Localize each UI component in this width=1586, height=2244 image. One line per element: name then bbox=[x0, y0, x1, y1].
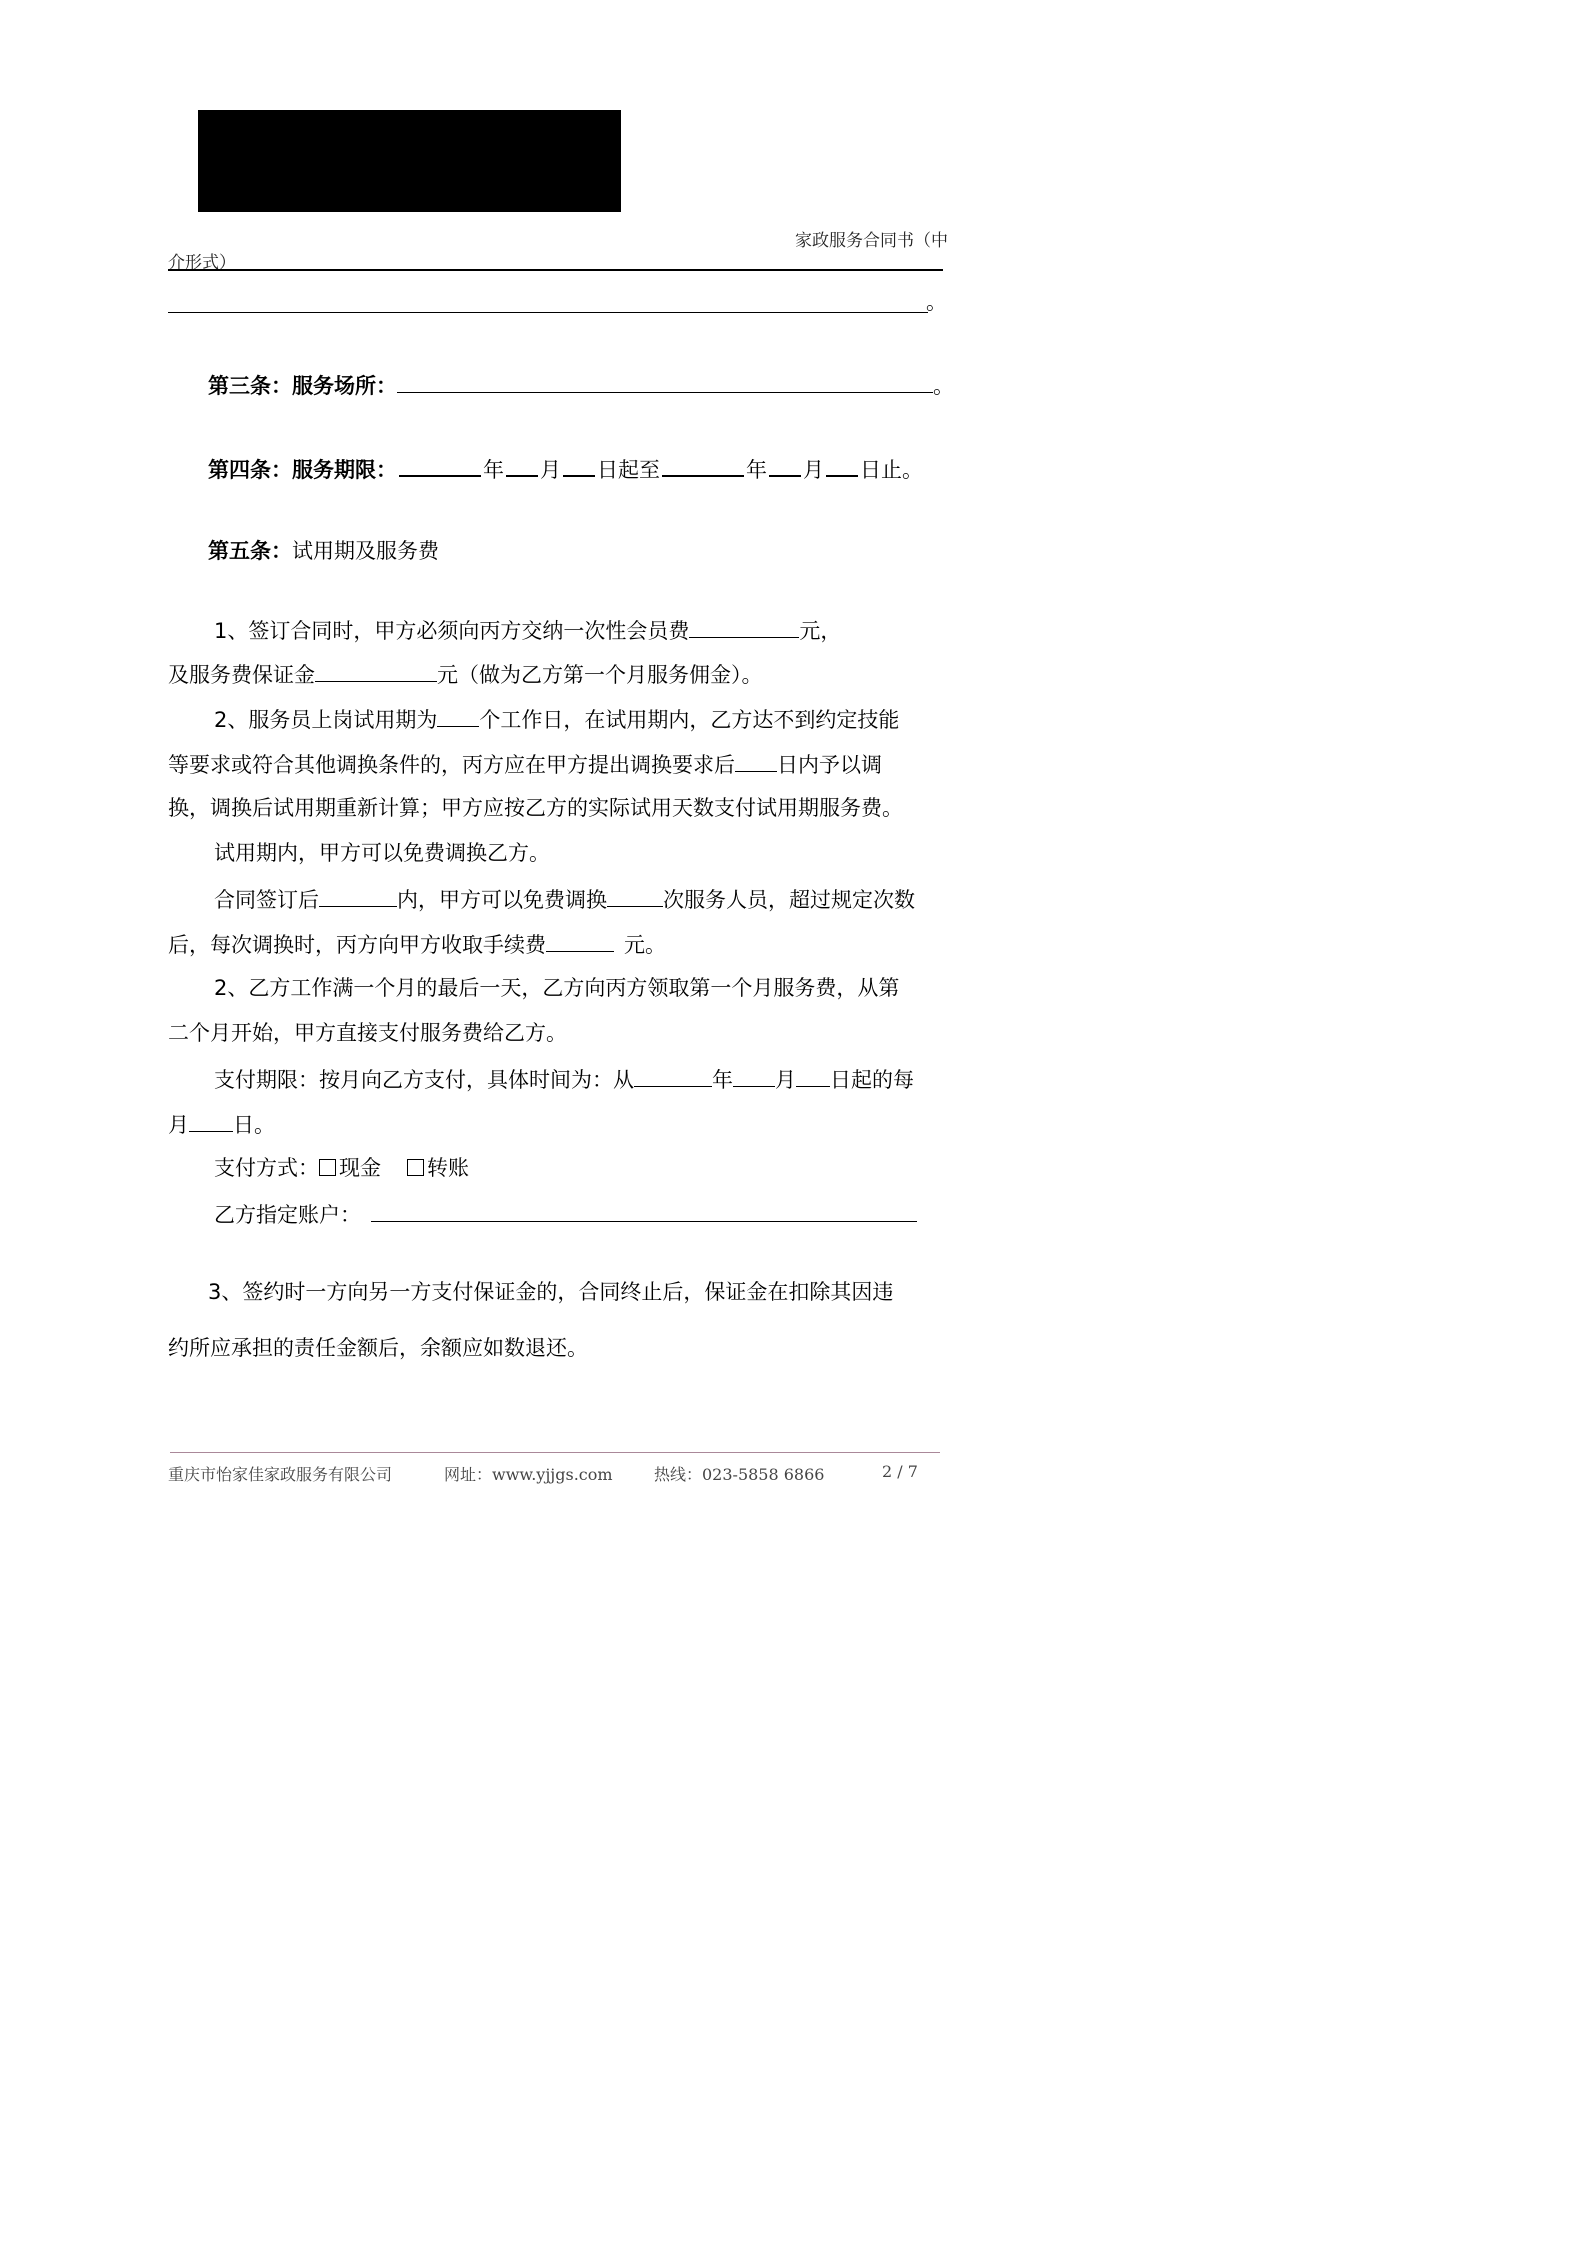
continuation-underline bbox=[168, 312, 928, 313]
article5-title: 试用期及服务费 bbox=[292, 539, 439, 563]
start-day-unit: 日起至 bbox=[597, 458, 660, 482]
payment-day-field[interactable] bbox=[796, 1066, 830, 1087]
start-day-field[interactable] bbox=[563, 459, 595, 477]
payment-term-text: 支付期限：按月向乙方支付，具体时间为：从 bbox=[214, 1068, 634, 1092]
transfer-checkbox[interactable] bbox=[407, 1159, 424, 1176]
clause2-text-a: 2、服务员上岗试用期为 bbox=[214, 708, 438, 732]
start-month-unit: 月 bbox=[540, 458, 561, 482]
article3-location-field[interactable] bbox=[397, 372, 933, 393]
clause2-line1 bbox=[214, 706, 899, 732]
payment-method-label: 支付方式： bbox=[214, 1156, 319, 1180]
start-year-field[interactable] bbox=[399, 459, 481, 477]
replacement-days-field[interactable] bbox=[735, 751, 777, 772]
clause2-text-h: 内，甲方可以免费调换 bbox=[397, 888, 607, 912]
cash-checkbox[interactable] bbox=[319, 1159, 336, 1176]
handling-fee-field[interactable] bbox=[546, 931, 614, 952]
footer-company: 重庆市怡家佳家政服务有限公司 bbox=[168, 1465, 393, 1484]
deposit-field[interactable] bbox=[315, 661, 437, 682]
footer-hotline: 热线：023-5858 6866 bbox=[654, 1465, 825, 1484]
end-month-unit: 月 bbox=[803, 458, 824, 482]
payment-method-line bbox=[214, 1156, 469, 1180]
end-year-field[interactable] bbox=[662, 459, 744, 477]
clause2b-line1: 2、乙方工作满一个月的最后一天，乙方向丙方领取第一个月服务费，从第 bbox=[214, 976, 900, 1000]
start-month-field[interactable] bbox=[506, 459, 538, 477]
clause2-line3: 换，调换后试用期重新计算；甲方应按乙方的实际试用天数支付试用期服务费。 bbox=[168, 796, 903, 820]
article5-heading bbox=[208, 539, 439, 563]
company-logo bbox=[198, 110, 621, 212]
footer-rule bbox=[170, 1452, 940, 1453]
clause2-line4: 试用期内，甲方可以免费调换乙方。 bbox=[214, 841, 550, 865]
payment-year-unit: 年 bbox=[712, 1068, 733, 1092]
account-field[interactable] bbox=[371, 1201, 917, 1222]
start-year-unit: 年 bbox=[483, 458, 504, 482]
clause1-text-c: 及服务费保证金 bbox=[168, 663, 315, 687]
monthly-day-field[interactable] bbox=[189, 1111, 233, 1132]
clause1-line2 bbox=[168, 661, 763, 687]
payment-month-field[interactable] bbox=[733, 1066, 775, 1087]
monthly-unit: 月 bbox=[168, 1113, 189, 1137]
article3-label: 第三条：服务场所： bbox=[208, 374, 397, 398]
trial-days-field[interactable] bbox=[437, 706, 479, 727]
end-day-unit: 日止。 bbox=[860, 458, 923, 482]
clause2-text-k: 元。 bbox=[624, 933, 666, 957]
clause1-text-a: 1、签订合同时，甲方必须向丙方交纳一次性会员费 bbox=[214, 619, 690, 643]
article3-period: 。 bbox=[933, 374, 954, 398]
footer-website: 网址：www.yjjgs.com bbox=[444, 1465, 613, 1484]
clause2-text-b: 个工作日，在试用期内，乙方达不到约定技能 bbox=[479, 708, 900, 732]
clause1-text-b: 元， bbox=[799, 619, 842, 643]
article4-line bbox=[208, 458, 923, 482]
payment-day-unit: 日起的每 bbox=[830, 1068, 914, 1092]
clause2-line5 bbox=[214, 886, 915, 912]
clause2b-line4 bbox=[168, 1111, 275, 1137]
clause2-text-i: 次服务人员，超过规定次数 bbox=[663, 888, 915, 912]
header-title-part2: 介形式） bbox=[168, 253, 236, 273]
clause2-text-c: 等要求或符合其他调换条件的，丙方应在甲方提出调换要求后 bbox=[168, 753, 735, 777]
article4-label: 第四条：服务期限： bbox=[208, 458, 397, 482]
continuation-period: 。 bbox=[926, 290, 947, 314]
cash-label: 现金 bbox=[339, 1156, 381, 1180]
end-day-field[interactable] bbox=[826, 459, 858, 477]
clause1-line1 bbox=[214, 617, 841, 643]
clause2b-line2: 二个月开始，甲方直接支付服务费给乙方。 bbox=[168, 1021, 567, 1045]
footer-page-number: 2 / 7 bbox=[882, 1462, 918, 1481]
clause2-text-g: 合同签订后 bbox=[214, 888, 319, 912]
clause2b-line3 bbox=[214, 1066, 914, 1092]
transfer-label: 转账 bbox=[427, 1156, 469, 1180]
payment-year-field[interactable] bbox=[634, 1066, 712, 1087]
clause2-line2 bbox=[168, 751, 882, 777]
clause3-line2: 约所应承担的责任金额后，余额应如数退还。 bbox=[168, 1336, 588, 1360]
clause3-line1: 3、签约时一方向另一方支付保证金的，合同终止后，保证金在扣除其因违 bbox=[208, 1280, 894, 1304]
header-title-part1: 家政服务合同书（中 bbox=[795, 231, 948, 251]
account-line bbox=[214, 1201, 917, 1227]
payment-month-unit: 月 bbox=[775, 1068, 796, 1092]
article3-line bbox=[208, 372, 954, 398]
clause2-text-j: 后，每次调换时，丙方向甲方收取手续费 bbox=[168, 933, 546, 957]
clause1-text-d: 元（做为乙方第一个月服务佣金）。 bbox=[437, 663, 763, 687]
free-period-field[interactable] bbox=[319, 886, 397, 907]
monthly-day-unit: 日。 bbox=[233, 1113, 275, 1137]
clause2-text-d: 日内予以调 bbox=[777, 753, 882, 777]
free-times-field[interactable] bbox=[607, 886, 663, 907]
account-label: 乙方指定账户： bbox=[214, 1203, 361, 1227]
end-year-unit: 年 bbox=[746, 458, 767, 482]
membership-fee-field[interactable] bbox=[689, 617, 799, 638]
header-rule bbox=[168, 269, 943, 271]
end-month-field[interactable] bbox=[769, 459, 801, 477]
article5-label: 第五条： bbox=[208, 539, 292, 563]
clause2-line6 bbox=[168, 931, 666, 957]
